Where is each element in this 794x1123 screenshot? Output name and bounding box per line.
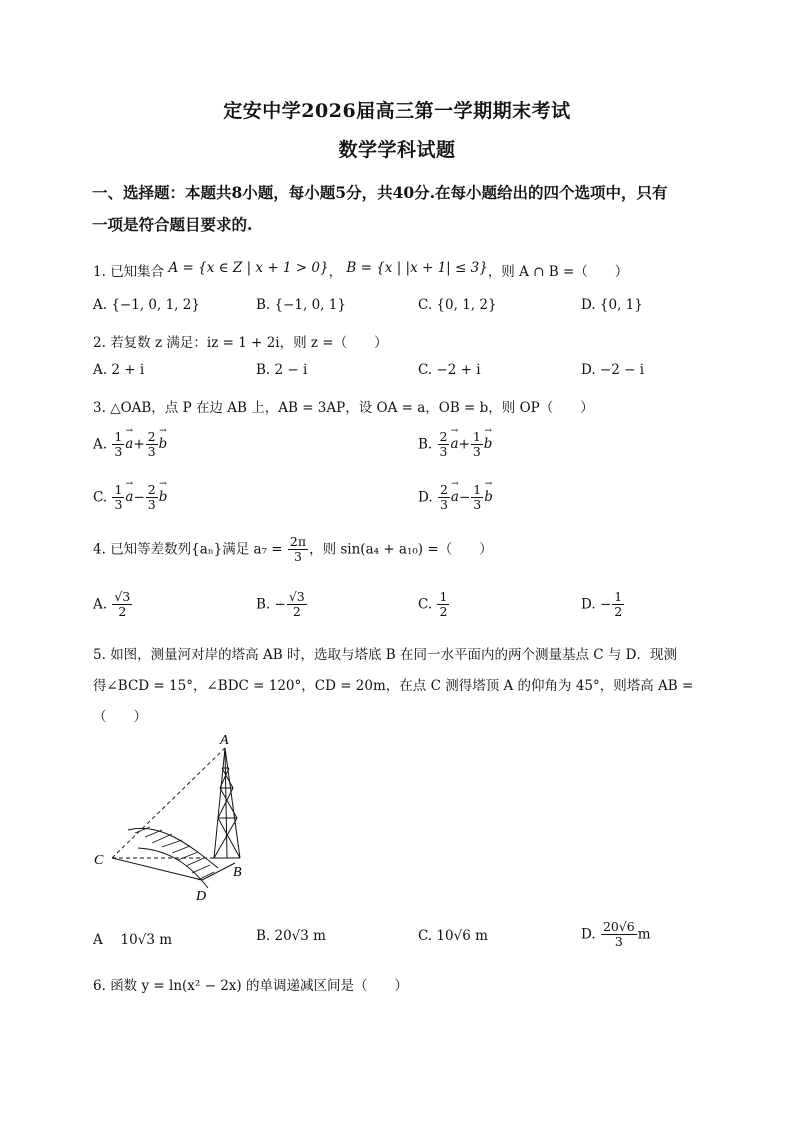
option-c: C. 10√6 m [418,928,488,944]
question-number: 3. [93,400,106,416]
option-d: D. $\frac{2}{3}$ → a− $\frac{1}{3}$ → b [418,483,493,513]
set-b: B = {x | |x + 1| ≤ 3} [346,260,488,276]
question-number: 6. [93,978,106,994]
fraction: $\frac{2}{3}$ [439,429,448,460]
option-label: A. [93,436,108,453]
option-c: C. $\frac{1}{2}$ [418,589,448,620]
option-d: D. $\frac{20√6}{3}$ m [581,919,651,950]
vector-a: → a [450,436,458,452]
option-a: A. {−1, 0, 1, 2} [93,297,200,313]
question-number: 2. [93,335,106,351]
question-6 [93,974,408,994]
fraction: $\frac{2\pi}{3}$ [289,534,307,565]
tower [214,748,240,858]
option-d: D. −2 − i [581,362,645,378]
label-d: D [196,889,207,904]
option-c: C. {0, 1, 2} [418,297,497,313]
question-number: 4. [93,541,106,558]
question-text: 已知等差数列{aₙ}满足 a₇ = [110,541,283,558]
dashed-line-ca [112,748,225,858]
option-b: B. $\frac{2}{3}$ → a+ $\frac{1}{3}$ → b [418,430,492,460]
question-3 [93,396,594,416]
option-b: B. − $\frac{√3}{2}$ [256,589,305,620]
option-b: B. {−1, 0, 1} [256,297,346,313]
fraction: $\frac{1}{3}$ [472,429,481,460]
question-text-vectors: AB = 3AP，设 OA = a，OB = b，则 OP（ ） [278,400,594,416]
label-a: A [220,733,229,748]
fraction: $\frac{2}{3}$ [147,482,156,513]
vector-a: → a [125,436,133,452]
fraction: $\frac{1}{3}$ [473,482,482,513]
vector-b: → b [484,436,493,452]
option-a: A. 2 + i [93,362,145,378]
section-heading-line1: 一、选择题：本题共8小题，每小题5分，共40分.在每小题给出的四个选项中，只有 [92,183,668,202]
option-c: C. $\frac{1}{3}$ → a− $\frac{2}{3}$ → b [93,483,167,513]
line-cd [112,858,202,880]
river-bank-lower [138,848,208,888]
question-text: 已知集合 [110,264,165,280]
set-a: A = {x ∈ Z | x + 1 > 0} [168,260,329,276]
option-b: B. 2 − i [256,362,308,378]
question-text: 如图，测量河对岸的塔高 AB 时，选取与塔底 B 在同一水平面内的两个测量基点 C 与 D．现测 [110,647,677,663]
exam-title: 定安中学2026届高三第一学期期末考试 [223,100,571,122]
label-b: B [233,865,242,880]
question-text: 若复数 z 满足：iz = 1 + 2i，则 z =（ ） [110,335,388,351]
river-hatching [135,827,214,880]
option-c: C. −2 + i [418,362,481,378]
vector-b: → b [159,436,168,452]
option-d: D. − $\frac{1}{2}$ [581,589,623,620]
section-heading-line2: 一项是符合题目要求的. [92,215,253,234]
option-label: D. [418,489,433,506]
vector-a: → a [125,489,133,505]
question-text: △OAB，点 P 在边 AB 上， [110,400,279,416]
question-ask: ，则 sin(a₄ + a₁₀) =（ ） [309,541,493,558]
tower-figure [90,730,280,910]
question-5-line1 [93,643,677,663]
option-label: C. [93,489,108,506]
question-1: 1. 已知集合 A = {x ∈ Z | x + 1 > 0}， B = {x | |x + 1| ≤ 3}，则 A ∩ B =（ ） [93,260,629,280]
fraction: $\frac{2}{3}$ [439,482,448,513]
question-2 [93,331,388,351]
option-d: D. {0, 1} [581,297,643,313]
vector-b: → b [159,489,168,505]
fraction: $\frac{1}{3}$ [114,482,123,513]
question-5-line2: 得∠BCD = 15°，∠BDC = 120°，CD = 20m，在点 C 测得塔顶 A 的仰角为 45°，则塔高 AB = [93,678,694,694]
option-label: B. [418,436,433,453]
option-a: A. $\frac{√3}{2}$ [93,589,131,620]
option-a: A 10√3 m [93,932,173,948]
exam-subtitle: 数学学科试题 [338,139,456,161]
question-4 [93,535,493,565]
option-a: A. $\frac{1}{3}$ → a+ $\frac{2}{3}$ → b [93,430,167,460]
question-number: 5. [93,647,106,663]
fraction: $\frac{2}{3}$ [147,429,156,460]
fraction: $\frac{1}{3}$ [114,429,123,460]
question-number: 1. [93,264,106,280]
line-db [202,863,235,880]
question-ask: ，则 A ∩ B =（ ） [487,264,629,280]
vector-b: → b [484,489,493,505]
question-text: 函数 y = ln(x² − 2x) 的单调递减区间是（ ） [110,978,408,994]
question-5-line3: （ ） [93,709,147,725]
option-b: B. 20√3 m [256,928,326,944]
label-c: C [94,853,104,868]
vector-a: → a [451,489,459,505]
